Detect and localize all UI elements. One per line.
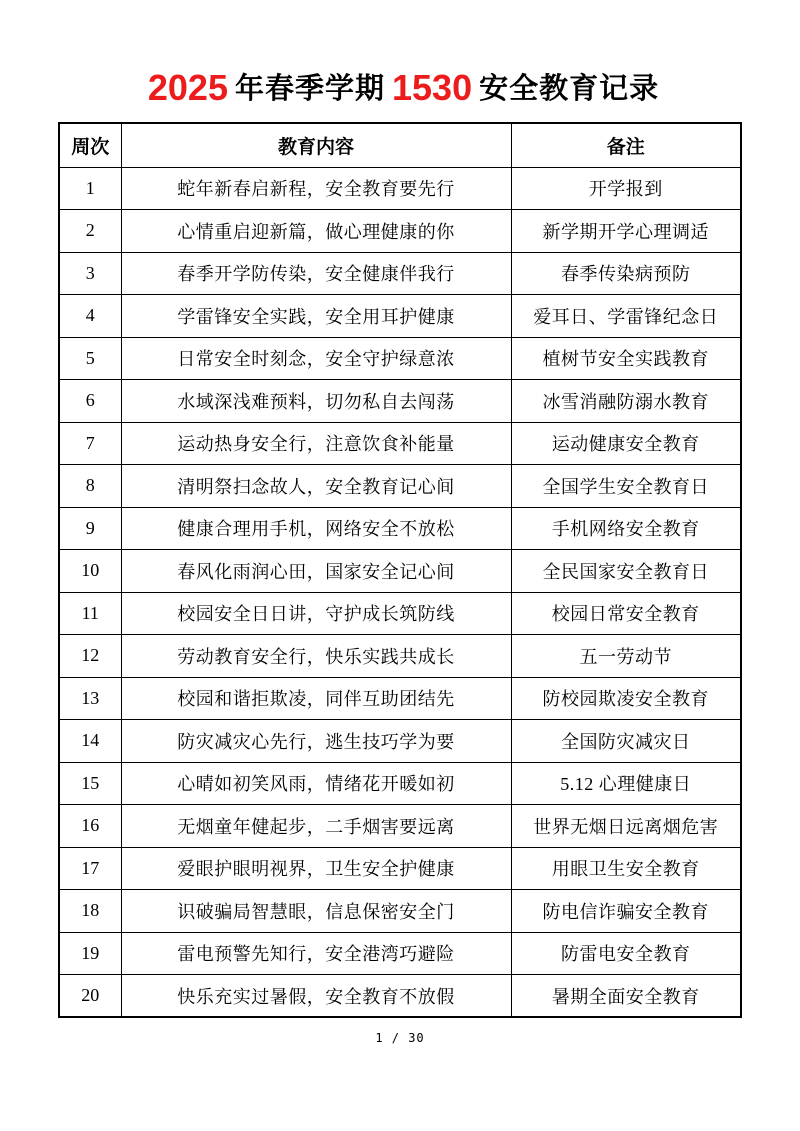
week-cell: 13 <box>59 677 121 720</box>
content-cell: 学雷锋安全实践，安全用耳护健康 <box>121 295 511 338</box>
note-cell: 5.12 心理健康日 <box>511 762 741 805</box>
note-cell: 五一劳动节 <box>511 635 741 678</box>
table-row <box>59 465 741 508</box>
table-row <box>59 975 741 1018</box>
table-row <box>59 677 741 720</box>
note-cell: 全国防灾减灾日 <box>511 720 741 763</box>
week-cell: 6 <box>59 380 121 423</box>
content-cell: 心情重启迎新篇，做心理健康的你 <box>121 210 511 253</box>
title-class-number: 1530 <box>392 67 473 108</box>
note-cell: 运动健康安全教育 <box>511 422 741 465</box>
note-cell: 全民国家安全教育日 <box>511 550 741 593</box>
week-cell: 3 <box>59 252 121 295</box>
note-cell: 世界无烟日远离烟危害 <box>511 805 741 848</box>
note-cell: 全国学生安全教育日 <box>511 465 741 508</box>
week-cell: 8 <box>59 465 121 508</box>
table-row <box>59 507 741 550</box>
note-cell: 爱耳日、学雷锋纪念日 <box>511 295 741 338</box>
content-cell: 识破骗局智慧眼，信息保密安全门 <box>121 890 511 933</box>
page-title <box>0 68 800 109</box>
table-row <box>59 337 741 380</box>
content-cell: 清明祭扫念故人，安全教育记心间 <box>121 465 511 508</box>
table-row <box>59 380 741 423</box>
title-semester-label: 年春季学期 <box>234 73 385 105</box>
table-row <box>59 805 741 848</box>
note-cell: 开学报到 <box>511 167 741 210</box>
content-cell: 心晴如初笑风雨，情绪花开暖如初 <box>121 762 511 805</box>
table-row <box>59 762 741 805</box>
content-cell: 爱眼护眼明视界，卫生安全护健康 <box>121 847 511 890</box>
week-cell: 19 <box>59 932 121 975</box>
content-cell: 春季开学防传染，安全健康伴我行 <box>121 252 511 295</box>
note-cell: 春季传染病预防 <box>511 252 741 295</box>
content-cell: 防灾减灾心先行，逃生技巧学为要 <box>121 720 511 763</box>
table-row <box>59 890 741 933</box>
week-cell: 20 <box>59 975 121 1018</box>
content-cell: 雷电预警先知行，安全港湾巧避险 <box>121 932 511 975</box>
week-cell: 5 <box>59 337 121 380</box>
title-record-label: 安全教育记录 <box>479 73 660 105</box>
note-cell: 新学期开学心理调适 <box>511 210 741 253</box>
table-row <box>59 932 741 975</box>
note-cell: 冰雪消融防溺水教育 <box>511 380 741 423</box>
table-row <box>59 847 741 890</box>
content-cell: 校园和谐拒欺凌，同伴互助团结先 <box>121 677 511 720</box>
week-cell: 16 <box>59 805 121 848</box>
table-header-row <box>59 123 741 167</box>
week-cell: 14 <box>59 720 121 763</box>
header-note: 备注 <box>511 123 741 167</box>
note-cell: 校园日常安全教育 <box>511 592 741 635</box>
week-cell: 11 <box>59 592 121 635</box>
week-cell: 12 <box>59 635 121 678</box>
table-row <box>59 550 741 593</box>
content-cell: 蛇年新春启新程，安全教育要先行 <box>121 167 511 210</box>
note-cell: 防雷电安全教育 <box>511 932 741 975</box>
note-cell: 用眼卫生安全教育 <box>511 847 741 890</box>
safety-education-table <box>58 122 742 1018</box>
table-row <box>59 635 741 678</box>
content-cell: 健康合理用手机，网络安全不放松 <box>121 507 511 550</box>
note-cell: 暑期全面安全教育 <box>511 975 741 1018</box>
page-number: 1 / 30 <box>375 1031 425 1045</box>
week-cell: 15 <box>59 762 121 805</box>
table-row <box>59 592 741 635</box>
week-cell: 1 <box>59 167 121 210</box>
week-cell: 7 <box>59 422 121 465</box>
note-cell: 防校园欺凌安全教育 <box>511 677 741 720</box>
content-cell: 日常安全时刻念，安全守护绿意浓 <box>121 337 511 380</box>
week-cell: 18 <box>59 890 121 933</box>
content-cell: 快乐充实过暑假，安全教育不放假 <box>121 975 511 1018</box>
note-cell: 手机网络安全教育 <box>511 507 741 550</box>
week-cell: 4 <box>59 295 121 338</box>
content-cell: 校园安全日日讲，守护成长筑防线 <box>121 592 511 635</box>
header-week: 周次 <box>59 123 121 167</box>
content-cell: 春风化雨润心田，国家安全记心间 <box>121 550 511 593</box>
table-row <box>59 422 741 465</box>
header-content: 教育内容 <box>121 123 511 167</box>
content-cell: 水域深浅难预料，切勿私自去闯荡 <box>121 380 511 423</box>
table-row <box>59 167 741 210</box>
content-cell: 劳动教育安全行，快乐实践共成长 <box>121 635 511 678</box>
table-row <box>59 210 741 253</box>
table-body <box>59 167 741 1017</box>
week-cell: 10 <box>59 550 121 593</box>
table-row <box>59 720 741 763</box>
table-row <box>59 295 741 338</box>
note-cell: 植树节安全实践教育 <box>511 337 741 380</box>
week-cell: 2 <box>59 210 121 253</box>
note-cell: 防电信诈骗安全教育 <box>511 890 741 933</box>
content-cell: 运动热身安全行，注意饮食补能量 <box>121 422 511 465</box>
week-cell: 9 <box>59 507 121 550</box>
content-cell: 无烟童年健起步，二手烟害要远离 <box>121 805 511 848</box>
table-row <box>59 252 741 295</box>
week-cell: 17 <box>59 847 121 890</box>
title-year: 2025 <box>147 67 228 108</box>
